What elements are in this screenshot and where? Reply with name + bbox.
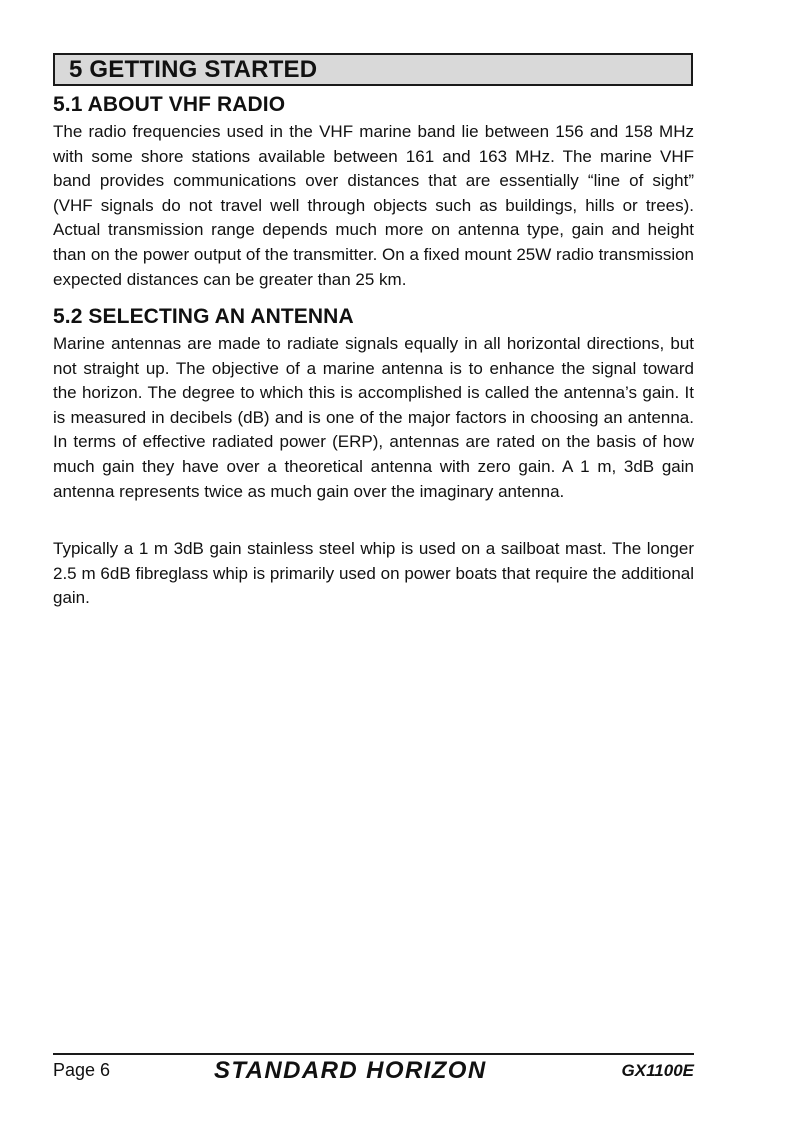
section-heading-selecting-antenna: 5.2 SELECTING AN ANTENNA	[53, 305, 354, 328]
footer-page-number: Page 6	[53, 1060, 111, 1080]
paragraph-selecting-antenna-1: Marine antennas are made to radiate signals equally in all horizontal directions, but not straight up. The objective of a marine antenna is to enhance the signal toward the horizon. The degree to which this is accomplished is called the antenna’s gain. It is measured in decibels (dB) and is one of the major factors in choosing an antenna. In terms of effective radiated power (ERP), antennas are rated on the basis of how much gain they have over a theoretical antenna with zero gain. A 1 m, 3dB gain antenna represents twice as much gain over the imaginary antenna.	[53, 334, 694, 501]
section-heading-about-vhf-radio: 5.1 ABOUT VHF RADIO	[53, 93, 286, 116]
chapter-title: 5 GETTING STARTED	[69, 55, 318, 83]
footer-divider	[53, 1053, 694, 1055]
footer-model-name: GX1100E	[621, 1061, 694, 1080]
chapter-title-bar	[53, 53, 693, 86]
paragraph-about-vhf-radio: The radio frequencies used in the VHF marine band lie between 156 and 158 MHz with some shore stations available between 161 and 163 MHz. The marine VHF band provides communications over distances that are essentially “line of sight” (VHF signals do not travel well through objects such as buildings, hills or trees). Actual transmission range depends much more on antenna type, gain and height than on the power output of the transmitter. On a fixed mount 25W radio transmission expected distances can be greater than 25 km.	[53, 122, 694, 289]
footer-brand-logo: STANDARD HORIZON	[214, 1057, 487, 1084]
paragraph-selecting-antenna-2: Typically a 1 m 3dB gain stainless steel whip is used on a sailboat mast. The longer 2.5 m 6dB fibreglass whip is primarily used on power boats that require the additional gain.	[53, 539, 694, 608]
